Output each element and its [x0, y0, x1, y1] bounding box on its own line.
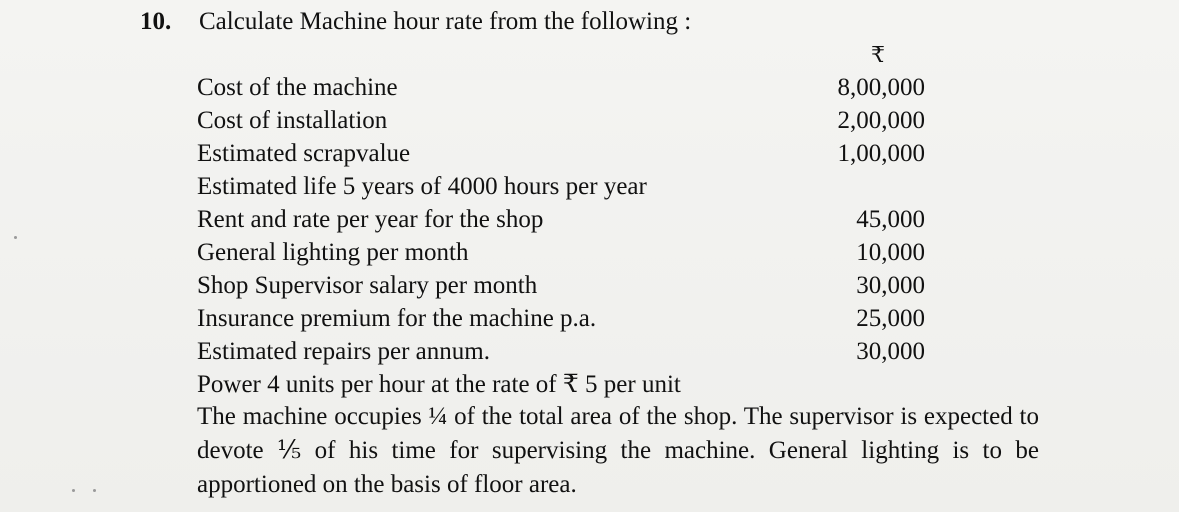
row-label: Power 4 units per hour at the rate of ₹ 5 per unit: [197, 371, 681, 398]
row-amount: 30,000: [856, 338, 925, 365]
page-speck: [93, 489, 96, 492]
question-title: Calculate Machine hour rate from the following :: [199, 8, 692, 35]
row-label: Cost of the machine: [197, 74, 398, 101]
row-amount: 8,00,000: [837, 74, 925, 101]
row-label: Cost of installation: [197, 107, 388, 134]
row-label: Estimated repairs per annum.: [197, 338, 490, 365]
row-amount: 1,00,000: [837, 140, 925, 167]
cost-data-list: [197, 71, 957, 401]
problem-notes-paragraph: The machine occupies ¼ of the total area of the shop. The supervisor is expected to devote ⅕ of his time for supervising the machine. General lighting is to be apportioned on the basis of floor area.: [197, 403, 1039, 498]
row-label: Shop Supervisor salary per month: [197, 272, 538, 299]
data-row-lighting: [197, 236, 957, 269]
data-row-repairs: [197, 335, 957, 368]
data-row-machine-cost: [197, 71, 957, 104]
currency-column-header: ₹: [871, 42, 885, 67]
data-row-power: [197, 368, 957, 401]
question-number: 10.: [140, 8, 172, 35]
row-amount: 25,000: [856, 305, 925, 332]
row-label: Estimated scrapvalue: [197, 140, 411, 167]
row-label: Estimated life 5 years of 4000 hours per year: [197, 173, 647, 200]
data-row-installation-cost: [197, 104, 957, 137]
data-row-rent: [197, 203, 957, 236]
row-amount: 30,000: [856, 272, 925, 299]
row-label: Insurance premium for the machine p.a.: [197, 305, 597, 332]
data-row-scrap-value: [197, 137, 957, 170]
data-row-supervisor-salary: [197, 269, 957, 302]
row-amount: 2,00,000: [837, 107, 925, 134]
row-amount: 45,000: [856, 206, 925, 233]
row-label: General lighting per month: [197, 239, 469, 266]
page-speck: [14, 236, 17, 239]
row-label: Rent and rate per year for the shop: [197, 206, 544, 233]
data-row-estimated-life: [197, 170, 957, 203]
row-amount: 10,000: [856, 239, 925, 266]
data-row-insurance: [197, 302, 957, 335]
page-speck: [72, 489, 75, 492]
